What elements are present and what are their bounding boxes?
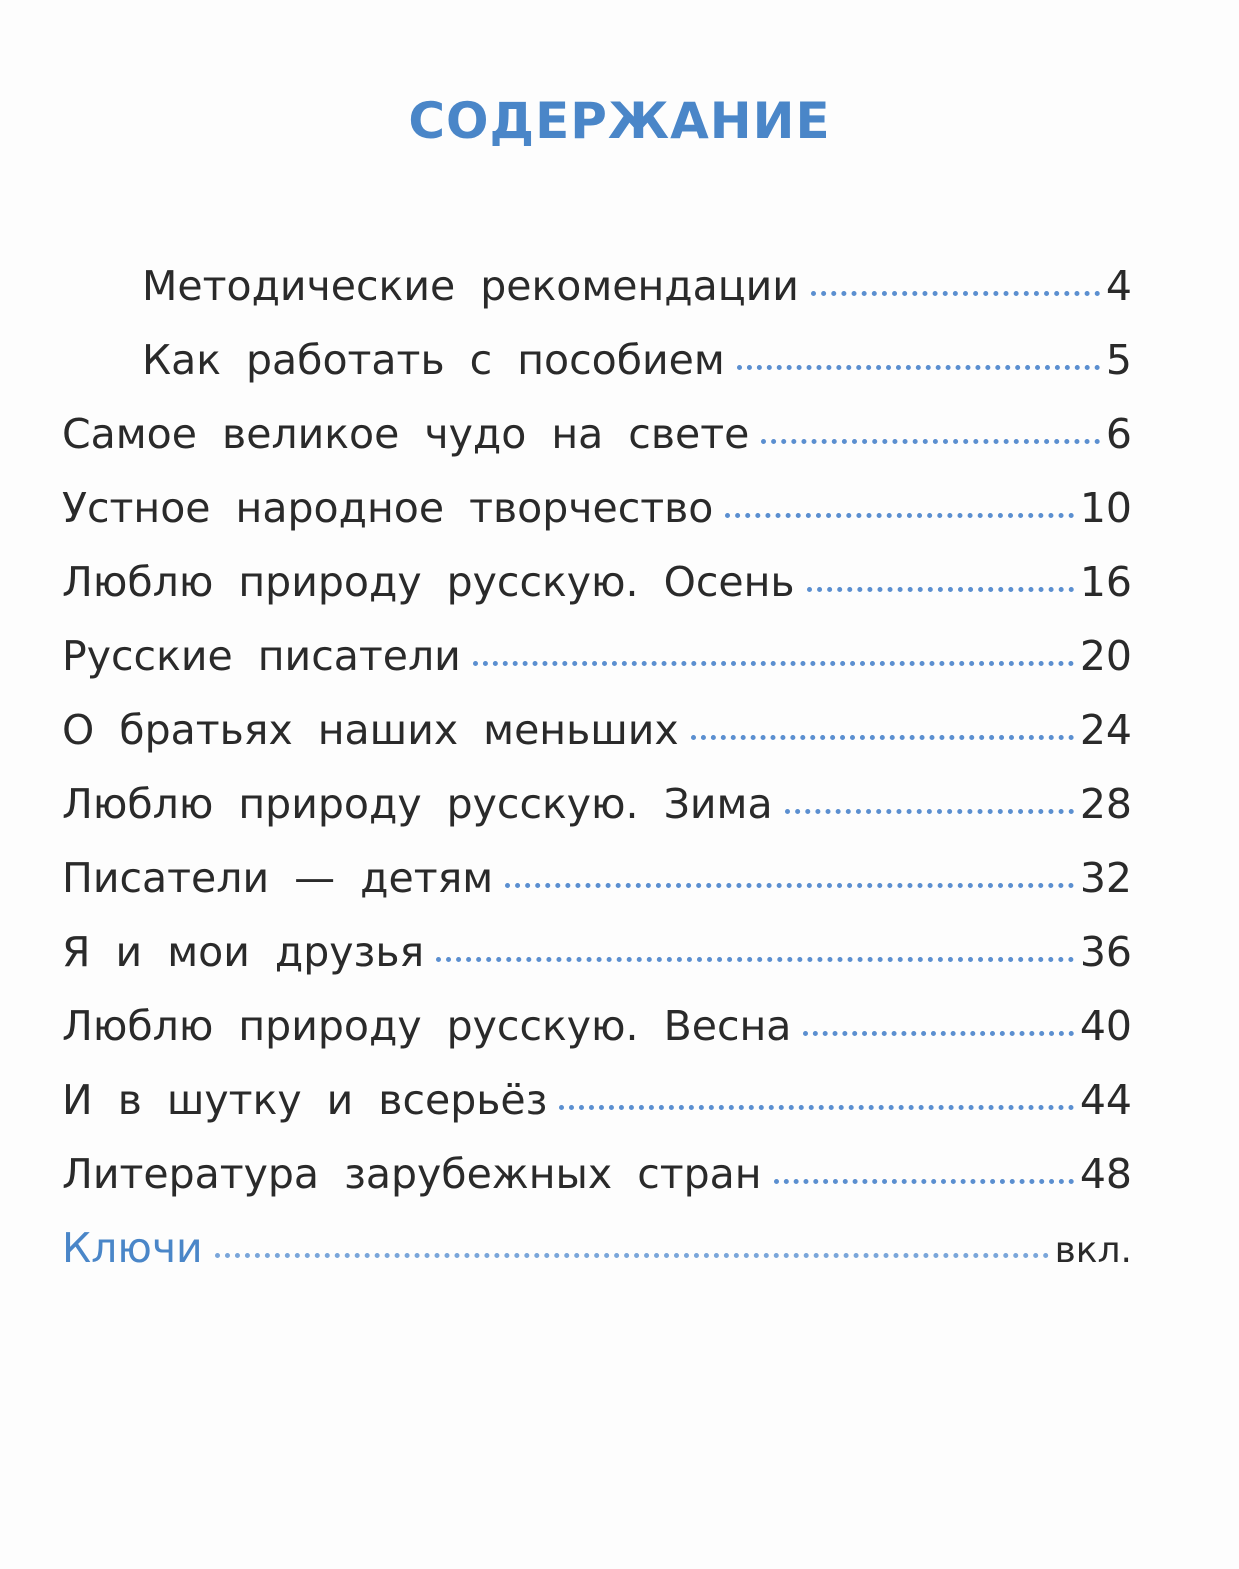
toc-entry-label: Писатели — детям (62, 854, 494, 902)
dot-leader (803, 1031, 1073, 1036)
toc-entry-label: Люблю природу русскую. Весна (62, 1002, 792, 1050)
toc-entry-page: 28 (1079, 780, 1132, 828)
toc-entry-label: Методические рекомендации (142, 262, 799, 310)
toc-entry-me-and-friends[interactable] (62, 922, 1132, 996)
dot-leader (215, 1253, 1049, 1258)
toc-entry-page: 10 (1079, 484, 1132, 532)
toc-entry-page: 40 (1079, 1002, 1132, 1050)
toc-entry-label: Люблю природу русскую. Осень (62, 558, 795, 606)
dot-leader (691, 735, 1074, 740)
toc-entry-page: 4 (1105, 262, 1132, 310)
toc-entry-nature-spring[interactable] (62, 996, 1132, 1070)
toc-entry-page: 44 (1079, 1076, 1132, 1124)
toc-entry-greatest-miracle[interactable] (62, 404, 1132, 478)
toc-entry-label: Ключи (62, 1224, 203, 1272)
dot-leader (436, 957, 1074, 962)
toc-entry-nature-winter[interactable] (62, 774, 1132, 848)
dot-leader (774, 1179, 1074, 1184)
toc-entry-label: Я и мои друзья (62, 928, 425, 976)
toc-entry-page: 16 (1079, 558, 1132, 606)
dot-leader (473, 661, 1074, 666)
toc-entry-nature-autumn[interactable] (62, 552, 1132, 626)
toc-entry-label: Люблю природу русскую. Зима (62, 780, 773, 828)
dot-leader (761, 439, 1100, 444)
toc-entry-page: 5 (1105, 336, 1132, 384)
toc-entry-page: 6 (1105, 410, 1132, 458)
toc-entry-writers-for-children[interactable] (62, 848, 1132, 922)
toc-entry-methodical-recommendations[interactable] (62, 256, 1132, 330)
toc-entry-label: И в шутку и всерьёз (62, 1076, 548, 1124)
toc-entry-label: Устное народное творчество (62, 484, 714, 532)
page-title: СОДЕРЖАНИЕ (408, 92, 831, 150)
toc-entry-keys[interactable] (62, 1218, 1132, 1292)
toc-entry-label: О братьях наших меньших (62, 706, 679, 754)
table-of-contents (62, 256, 1132, 1292)
toc-entry-how-to-work[interactable] (62, 330, 1132, 404)
toc-entry-label: Как работать с пособием (142, 336, 725, 384)
toc-entry-label: Самое великое чудо на свете (62, 410, 750, 458)
dot-leader (785, 809, 1074, 814)
toc-entry-page: 24 (1079, 706, 1132, 754)
dot-leader (737, 365, 1100, 370)
toc-entry-page: 32 (1079, 854, 1132, 902)
dot-leader (807, 587, 1074, 592)
toc-entry-page: 20 (1079, 632, 1132, 680)
toc-entry-our-smaller-brothers[interactable] (62, 700, 1132, 774)
dot-leader (505, 883, 1074, 888)
toc-entry-russian-writers[interactable] (62, 626, 1132, 700)
toc-entry-label: Литература зарубежных стран (62, 1150, 762, 1198)
dot-leader (725, 513, 1073, 518)
toc-entry-page: 36 (1079, 928, 1132, 976)
toc-entry-folk-art[interactable] (62, 478, 1132, 552)
toc-entry-page: 48 (1079, 1150, 1132, 1198)
toc-entry-joke-and-serious[interactable] (62, 1070, 1132, 1144)
toc-entry-foreign-literature[interactable] (62, 1144, 1132, 1218)
dot-leader (559, 1105, 1073, 1110)
dot-leader (811, 291, 1100, 296)
toc-entry-label: Русские писатели (62, 632, 461, 680)
toc-entry-page: вкл. (1054, 1230, 1132, 1271)
